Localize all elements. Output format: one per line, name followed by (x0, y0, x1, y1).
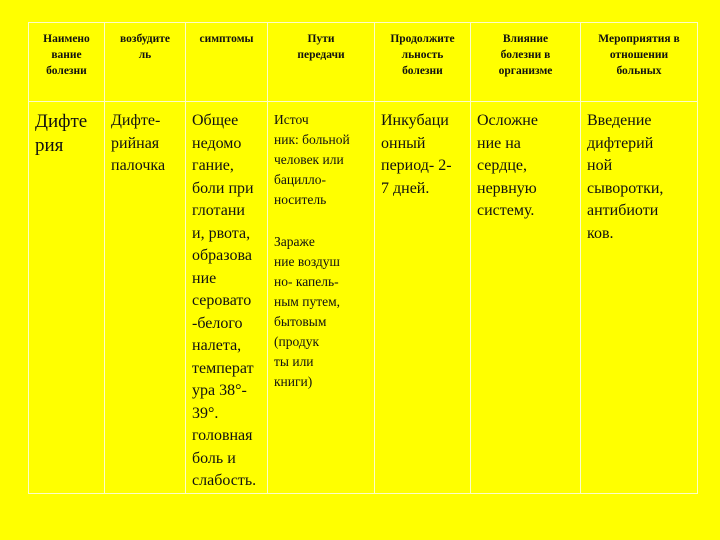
cell-text-line: Общее (192, 112, 239, 129)
header-cell-measures (581, 23, 698, 102)
cell-text-line: сыворотки, (587, 179, 664, 197)
cell-text-line: Продолжите (390, 33, 455, 45)
body-cell-effect-on-body (471, 102, 581, 494)
body-cell-pathogen (105, 102, 186, 494)
header-row (29, 23, 698, 102)
cell-text-line: ков. (587, 224, 614, 242)
body-cell-transmission (268, 102, 375, 494)
cell-text-line: ние воздуш (274, 254, 340, 269)
disease-table (28, 22, 698, 494)
header-cell-symptoms (186, 23, 268, 102)
cell-text-line: Заражe (274, 234, 315, 249)
cell-text-line: дифтерий (587, 134, 654, 152)
cell-text-line: серовато (192, 292, 252, 309)
cell-text-line: рия (35, 135, 64, 156)
cell-text-line: болезни в (500, 49, 551, 61)
cell-text-line: образова (192, 247, 252, 264)
cell-text-line: Источ (274, 112, 309, 127)
cell-text-line: Осложне (477, 112, 538, 129)
cell-text-line: недомо (192, 134, 242, 152)
cell-text-line: ным путем, (274, 294, 340, 309)
header-cell-effect-on-body (471, 23, 581, 102)
cell-text-line: Дифте (35, 111, 88, 132)
header-cell-pathogen (105, 23, 186, 102)
cell-text-line: систему. (477, 202, 535, 219)
cell-text-line: гание, (192, 157, 234, 174)
cell-text-line: Наимено (43, 33, 90, 45)
cell-text-line: болезни (46, 65, 87, 77)
cell-text-line: носитель (274, 192, 327, 207)
cell-text-line: Инкубаци (381, 112, 449, 129)
cell-text-line: глотани (192, 202, 245, 219)
cell-text-line: онный (381, 134, 426, 152)
cell-text-line: боли при (192, 179, 254, 197)
header-cell-duration (375, 23, 471, 102)
cell-text-line: Пути (307, 33, 335, 45)
cell-text-line: ура 38°- (192, 382, 247, 399)
cell-text-line: льность (401, 49, 444, 61)
cell-text-line: симптомы (199, 33, 254, 45)
cell-text-line (274, 210, 370, 232)
cell-text-line: антибиоти (587, 202, 659, 219)
cell-text-line: вание (51, 49, 82, 61)
cell-text-line: ние (192, 269, 217, 287)
body-cell-symptoms (186, 102, 268, 494)
cell-text-line: боль и (192, 449, 236, 467)
cell-text-line: бацилло- (274, 172, 327, 187)
cell-text-line: рийная (111, 134, 160, 152)
cell-text-line: сердце, (477, 157, 527, 174)
cell-text-line: Введение (587, 112, 652, 129)
cell-text-line: и, рвота, (192, 224, 251, 242)
cell-text-line: (продук (274, 334, 320, 349)
cell-text-line: температ (192, 359, 254, 377)
cell-text-line: книги) (274, 374, 313, 389)
header-cell-transmission (268, 23, 375, 102)
cell-text-line: бытовым (274, 314, 327, 329)
cell-text-line: возбудите (119, 33, 171, 45)
cell-text-line: палочка (111, 157, 166, 174)
cell-text-line: 7 дней. (381, 179, 430, 197)
body-cell-duration (375, 102, 471, 494)
cell-text-line: ние на (477, 134, 521, 152)
cell-text-line: человек или (274, 152, 344, 167)
cell-text-line: слабость. (192, 472, 257, 489)
cell-text-line: нервную (477, 179, 537, 197)
cell-text-line: головная (192, 427, 253, 444)
header-cell-disease-name (29, 23, 105, 102)
cell-text-line: ты или (274, 354, 314, 369)
cell-text-line: Дифте- (111, 112, 161, 129)
cell-text-line: больных (616, 65, 662, 77)
cell-text-line: ник: больной (274, 132, 350, 147)
cell-text-line: Мероприятия в (598, 33, 680, 45)
cell-text-line: налета, (192, 337, 242, 354)
table-row (29, 102, 698, 494)
cell-text-line: организме (498, 65, 553, 77)
cell-text-line: период- 2- (381, 157, 452, 174)
body-cell-measures (581, 102, 698, 494)
body-cell-disease-name (29, 102, 105, 494)
cell-text-line: ной (587, 157, 613, 174)
cell-text-line: передачи (297, 49, 345, 61)
cell-text-line: отношении (609, 49, 669, 61)
cell-text-line: ль (138, 49, 152, 61)
cell-text-line: -белого (192, 314, 243, 332)
cell-text-line: 39°. (192, 404, 219, 422)
cell-text-line: болезни (402, 65, 443, 77)
cell-text-line: но- капель- (274, 274, 339, 289)
cell-text-line: Влияние (502, 33, 549, 45)
